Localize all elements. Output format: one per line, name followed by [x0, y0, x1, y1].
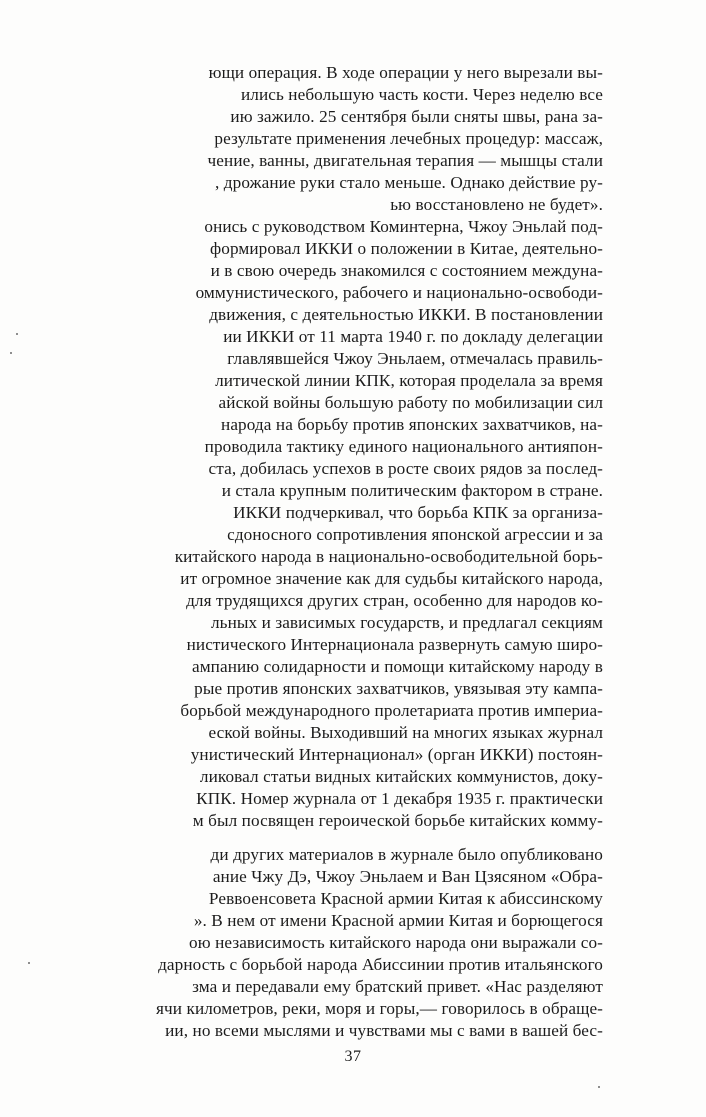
text-line: ста, добилась успехов в росте своих рядов за послед-: [208, 459, 603, 478]
text-line: зма и передавали ему братский привет. «Нас разделяют: [192, 977, 603, 996]
text-line: главлявшейся Чжоу Эньлаем, отмечалась правиль-: [227, 349, 603, 368]
text-line: проводила тактику единого национального антияпон-: [204, 437, 603, 456]
text-line: результате применения лечебных процедур: массаж,: [214, 129, 603, 148]
text-line: дарность с борьбой народа Абиссинии против итальянского: [158, 955, 603, 974]
text-line: нистического Интернационала развернуть самую широ-: [186, 635, 603, 654]
text-line: движения, с деятельностью ИККИ. В постановлении: [209, 305, 603, 324]
text-line: и стала крупным политическим фактором в стране.: [221, 481, 603, 500]
text-line: оммунистического, рабочего и национально-освободи-: [195, 283, 603, 302]
text-line: ились небольшую часть кости. Через неделю все: [240, 85, 603, 104]
text-line: еской войны. Выходивший на многих языках журнал: [208, 723, 603, 742]
text-line: и в свою очередь знакомился с состоянием междуна-: [210, 261, 603, 280]
text-line: борьбой международного пролетариата против империа-: [180, 701, 603, 720]
scan-speck: [16, 333, 18, 335]
text-line: онись с руководством Коминтерна, Чжоу Эньлай под-: [204, 217, 603, 236]
text-line: формировал ИККИ о положении в Китае, деятельно-: [210, 239, 603, 258]
text-line: КПК. Номер журнала от 1 декабря 1935 г. практически: [196, 789, 603, 808]
text-line: сдоносного сопротивления японской агрессии и за: [227, 525, 603, 544]
scan-speck: [598, 1086, 600, 1088]
text-line: чение, ванны, двигательная терапия — мышцы стали: [207, 151, 603, 170]
text-line: ит огромное значение как для судьбы китайского народа,: [180, 569, 603, 588]
text-line: м был посвящен героической борьбе китайских комму-: [192, 811, 603, 830]
text-line: ячи километров, реки, моря и горы,— говорилось в обраще-: [156, 999, 603, 1018]
text-line: ». В нем от имени Красной армии Китая и борющегося: [193, 911, 603, 930]
text-line: китайского народа в национально-освободительной борь-: [174, 547, 603, 566]
text-line: ии, но всеми мыслями и чувствами мы с вами в вашей бес-: [165, 1021, 603, 1040]
text-line: ампанию солидарности и помощи китайскому народу в: [191, 657, 603, 676]
text-line: ди других материалов в журнале было опубликовано: [210, 845, 603, 864]
text-line: ою независимость китайского народа они выражали со-: [189, 933, 603, 952]
text-line: рые против японских захватчиков, увязывая эту кампа-: [194, 679, 603, 698]
scan-speck: [28, 962, 30, 964]
text-line: народа на борьбу против японских захватчиков, на-: [221, 415, 603, 434]
text-line: литической линии КПК, которая проделала за время: [215, 371, 603, 390]
page-number: 37: [344, 1048, 362, 1065]
text-line: ание Чжу Дэ, Чжоу Эньлаем и Ван Цзясяном «Обра-: [212, 867, 603, 886]
text-line: ющи операция. В ходе операции у него вырезали вы-: [208, 63, 603, 82]
text-line: для трудящихся других стран, особенно для народов ко-: [186, 591, 603, 610]
text-line: айской войны большую работу по мобилизации сил: [218, 393, 603, 412]
text-line: ликовал статьи видных китайских коммунистов, доку-: [199, 767, 603, 786]
text-line: ью восстановлено не будет».: [390, 195, 603, 214]
text-line: ию зажило. 25 сентября были сняты швы, рана за-: [230, 107, 603, 126]
text-line: ИККИ подчеркивал, что борьба КПК за организа-: [233, 503, 603, 522]
scan-speck: [10, 352, 12, 354]
text-line: Реввоенсовета Красной армии Китая к абиссинскому: [208, 889, 603, 908]
text-line: льных и зависимых государств, и предлагал секциям: [210, 613, 603, 632]
text-line: унистический Интернационал» (орган ИККИ) постоян-: [190, 745, 603, 764]
text-line: , дрожание руки стало меньше. Однако действие ру-: [215, 173, 603, 192]
text-line: ии ИККИ от 11 марта 1940 г. по докладу делегации: [223, 327, 603, 346]
